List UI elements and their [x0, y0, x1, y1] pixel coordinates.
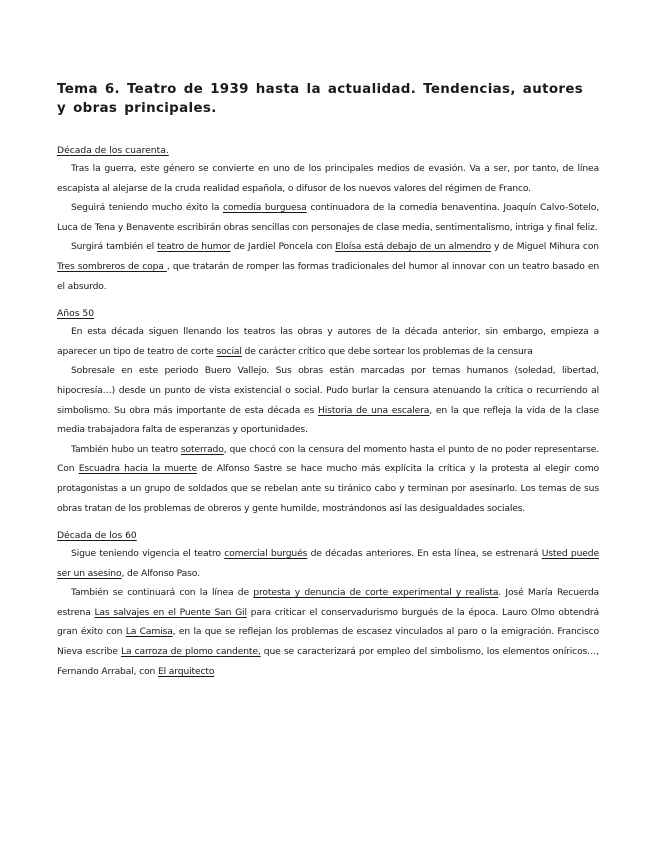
underlined-work-title: Las salvajes en el Puente San Gil [94, 606, 247, 618]
text-run: Surgirá también el [71, 241, 158, 253]
underlined-work-title: Historia de una escalera [318, 404, 430, 416]
section-gap [57, 518, 599, 529]
paragraph [57, 583, 599, 681]
text-run: , de Alfonso Paso. [121, 567, 200, 579]
text-run: También se continuará con la línea de [71, 587, 254, 599]
paragraph [57, 361, 599, 439]
section-heading-text: Años 50 [57, 308, 95, 320]
underlined-work-title: La Camisa [125, 626, 173, 638]
underlined-work-title: Tres sombreros de copa [57, 260, 167, 272]
section [57, 529, 599, 681]
text-run: para criticar el conservadurismo burgués de la época. Lauro Olmo obtendrá gran éxito con [57, 606, 599, 638]
text-run: , que chocó con la censura del momento hasta el punto de no poder representarse. Con [57, 443, 599, 475]
text-run: que se caracterizará por empleo del simbolismo, los elementos oníricos…, Fernando Arrabal, con [57, 646, 599, 677]
text-run: de Alfonso Sastre se hace mucho más explícita la crítica y la protesta al elegir como protagonistas a un grupo de soldados que se rebelan ante su tiránico cabo y terminan por asesinarlo. Los temas de sus obras tratan de los problemas de obreros y gente humilde, mostrándonos así las desigualdades sociales. [57, 463, 600, 514]
text-run: , en la que refleja la vida de la clase media trabajadora falta de esperanzas y oportunidades. [57, 404, 599, 436]
paragraph [57, 159, 599, 198]
section [57, 307, 599, 518]
text-run: Tras la guerra, este género se convierte en uno de los principales medios de evasión. Va a ser, por tanto, de línea escapista al alejarse de la cruda realidad española, o difusor de los nuevos valores del régimen de Franco. [57, 163, 599, 194]
underlined-work-title: comedia burguesa [222, 202, 307, 214]
text-run: Sobresale en este periodo Buero Vallejo. Sus obras están marcadas por temas humanos (soledad, libertad, hipocresía…) desde un punto de vista existencial o social. Pudo burlar la censura atenuando la crítica o recurriendo al simbolismo. Su obra más importante de esta década es [57, 365, 599, 416]
underlined-work-title: La carroza de plomo candente, [120, 646, 261, 658]
text-run: Sigue teniendo vigencia el teatro [71, 548, 225, 560]
section-gap [57, 296, 599, 307]
text-run: de carácter crítico que debe sortear los problemas de la censura [241, 345, 533, 357]
text-run: Seguirá teniendo mucho éxito la [71, 202, 223, 214]
underlined-work-title: Escuadra hacia la muerte [78, 463, 198, 475]
text-run: . José María Recuerda estrena [57, 587, 599, 618]
text-run: También hubo un teatro [71, 443, 181, 455]
text-run: , que tratarán de romper las formas tradicionales del humor al innovar con un teatro basado en el absurdo. [57, 260, 599, 292]
section-heading-text: Década de los 60 [57, 530, 137, 542]
underlined-work-title: soterrado [180, 443, 224, 455]
text-run: y de Miguel Mihura con [490, 241, 599, 253]
text-run: de décadas anteriores. En esta línea, se estrenará [307, 548, 542, 560]
paragraph [57, 440, 599, 518]
section-heading [57, 144, 599, 157]
document-title: Tema 6. Teatro de 1939 hasta la actualidad. Tendencias, autores y obras principales. [57, 82, 584, 116]
section [57, 144, 599, 296]
underlined-work-title: Usted puede ser un asesino [57, 548, 599, 579]
section-heading-text: Década de los cuarenta. [57, 145, 169, 156]
underlined-work-title: comercial burgués [224, 548, 308, 560]
text-run: , en la que se reflejan los problemas de escasez vinculados al paro o la emigración. Francisco Nieva escribe [57, 626, 599, 658]
text-run: continuadora de la comedia benaventina. Joaquín Calvo-Sotelo, Luca de Tena y Benavente escribirán obras sencillas con personajes de clase media, sentimentalismo, intriga y final feliz. [57, 202, 599, 233]
section-heading [57, 307, 599, 320]
paragraph [57, 198, 599, 237]
underlined-work-title: Eloísa está debajo de un almendro [335, 241, 491, 253]
document-body [57, 144, 599, 681]
section-heading [57, 529, 599, 542]
underlined-work-title: social [216, 345, 242, 357]
underlined-work-title: teatro de humor [157, 241, 231, 253]
underlined-work-title: protesta y denuncia de corte experimental y realista [253, 587, 499, 599]
text-run: En esta década siguen llenando los teatros las obras y autores de la década anterior, sin embargo, empieza a aparecer un tipo de teatro de corte [57, 326, 599, 357]
paragraph [57, 544, 599, 583]
paragraph [57, 237, 599, 296]
paragraph [57, 322, 599, 361]
underlined-work-title: El arquitecto [157, 665, 215, 677]
text-run: de Jardiel Poncela con [230, 241, 336, 253]
